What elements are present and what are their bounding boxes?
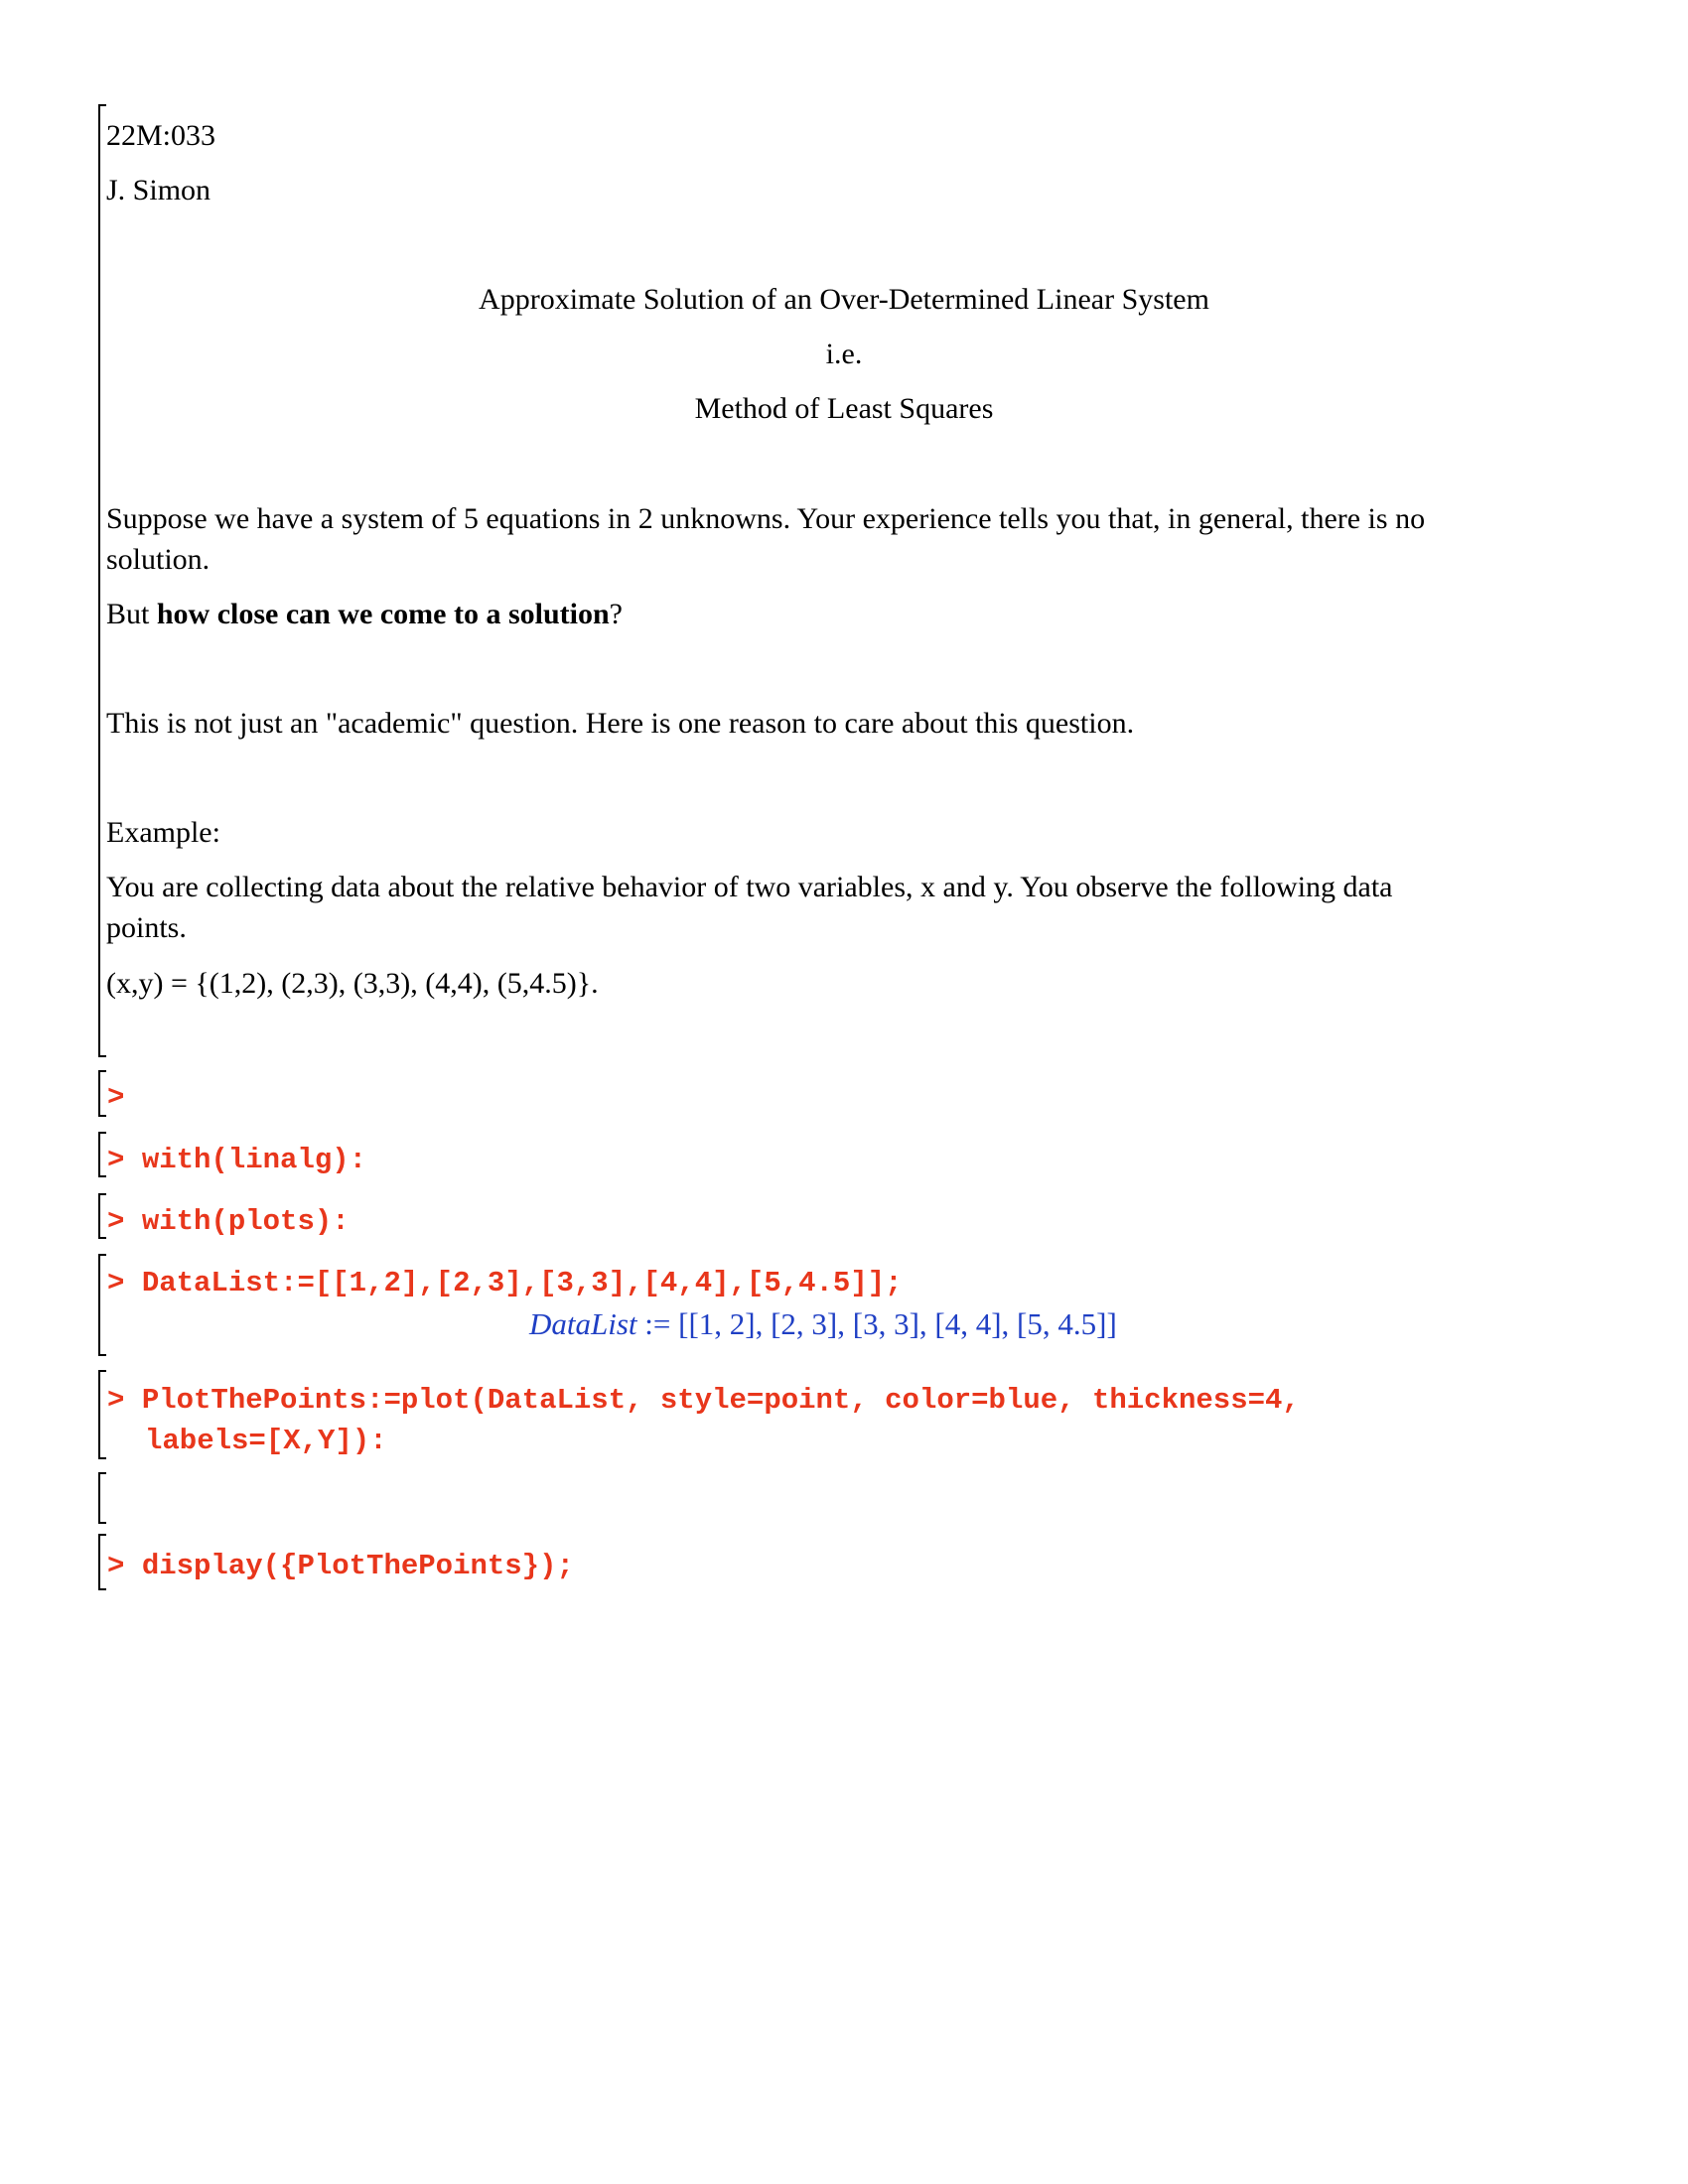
output-value: [[1, 2], [2, 3], [3, 3], [4, 4], [5, 4.5]] (678, 1306, 1117, 1341)
prompt-symbol: > (107, 1081, 125, 1114)
prompt-symbol: > (107, 1550, 125, 1582)
output-datalist (529, 1308, 1117, 1339)
exec-group-bracket-blank (98, 1472, 108, 1524)
paragraph-5-line-2: points. (106, 911, 187, 944)
paragraph-5-line-1: You are collecting data about the relative behavior of two variables, x and y. You observe the following data (106, 871, 1393, 903)
title-line-2: i.e. (825, 338, 863, 370)
input-code: with(linalg): (141, 1144, 367, 1176)
paragraph-2-prefix: But (106, 598, 157, 630)
input-code: DataList:=[[1,2],[2,3],[3,3],[4,4],[5,4.5]]; (141, 1267, 903, 1299)
prompt-symbol: > (107, 1205, 125, 1238)
input-line-linalg[interactable] (107, 1146, 366, 1174)
input-line-plots[interactable] (107, 1207, 350, 1236)
paragraph-2-emphasis: how close can we come to a solution (156, 598, 610, 630)
input-code: with(plots): (141, 1205, 350, 1238)
input-line-display[interactable] (107, 1552, 574, 1580)
input-code: labels=[X,Y]): (145, 1425, 387, 1457)
input-line-datalist[interactable] (107, 1269, 903, 1297)
author-name: J. Simon (106, 174, 211, 206)
paragraph-3: This is not just an "academic" question. Here is one reason to care about this question. (106, 707, 1135, 740)
title-line-1: Approximate Solution of an Over-Determined Linear System (479, 283, 1209, 316)
input-line-plot-1[interactable] (107, 1386, 1300, 1415)
input-code: PlotThePoints:=plot(DataList, style=point, color=blue, thickness=4, (141, 1384, 1300, 1417)
paragraph-2-suffix: ? (609, 598, 623, 630)
prompt-symbol: > (107, 1267, 125, 1299)
input-line-plot-2[interactable] (145, 1427, 387, 1455)
prompt-symbol: > (107, 1144, 125, 1176)
course-code: 22M:033 (106, 119, 216, 152)
paragraph-1-line-1: Suppose we have a system of 5 equations in 2 unknowns. Your experience tells you that, in general, there is no (106, 502, 1426, 535)
prompt-symbol: > (107, 1384, 125, 1417)
example-label: Example: (106, 816, 220, 849)
data-points-text: (x,y) = {(1,2), (2,3), (3,3), (4,4), (5,4.5)}. (106, 967, 599, 1000)
input-code: display({PlotThePoints}); (141, 1550, 574, 1582)
paragraph-1-line-2: solution. (106, 543, 211, 576)
output-variable: DataList (529, 1306, 637, 1341)
output-assign: := (636, 1306, 679, 1341)
input-prompt-empty[interactable] (107, 1083, 124, 1112)
paragraph-2 (106, 600, 623, 629)
title-line-3: Method of Least Squares (694, 392, 994, 425)
